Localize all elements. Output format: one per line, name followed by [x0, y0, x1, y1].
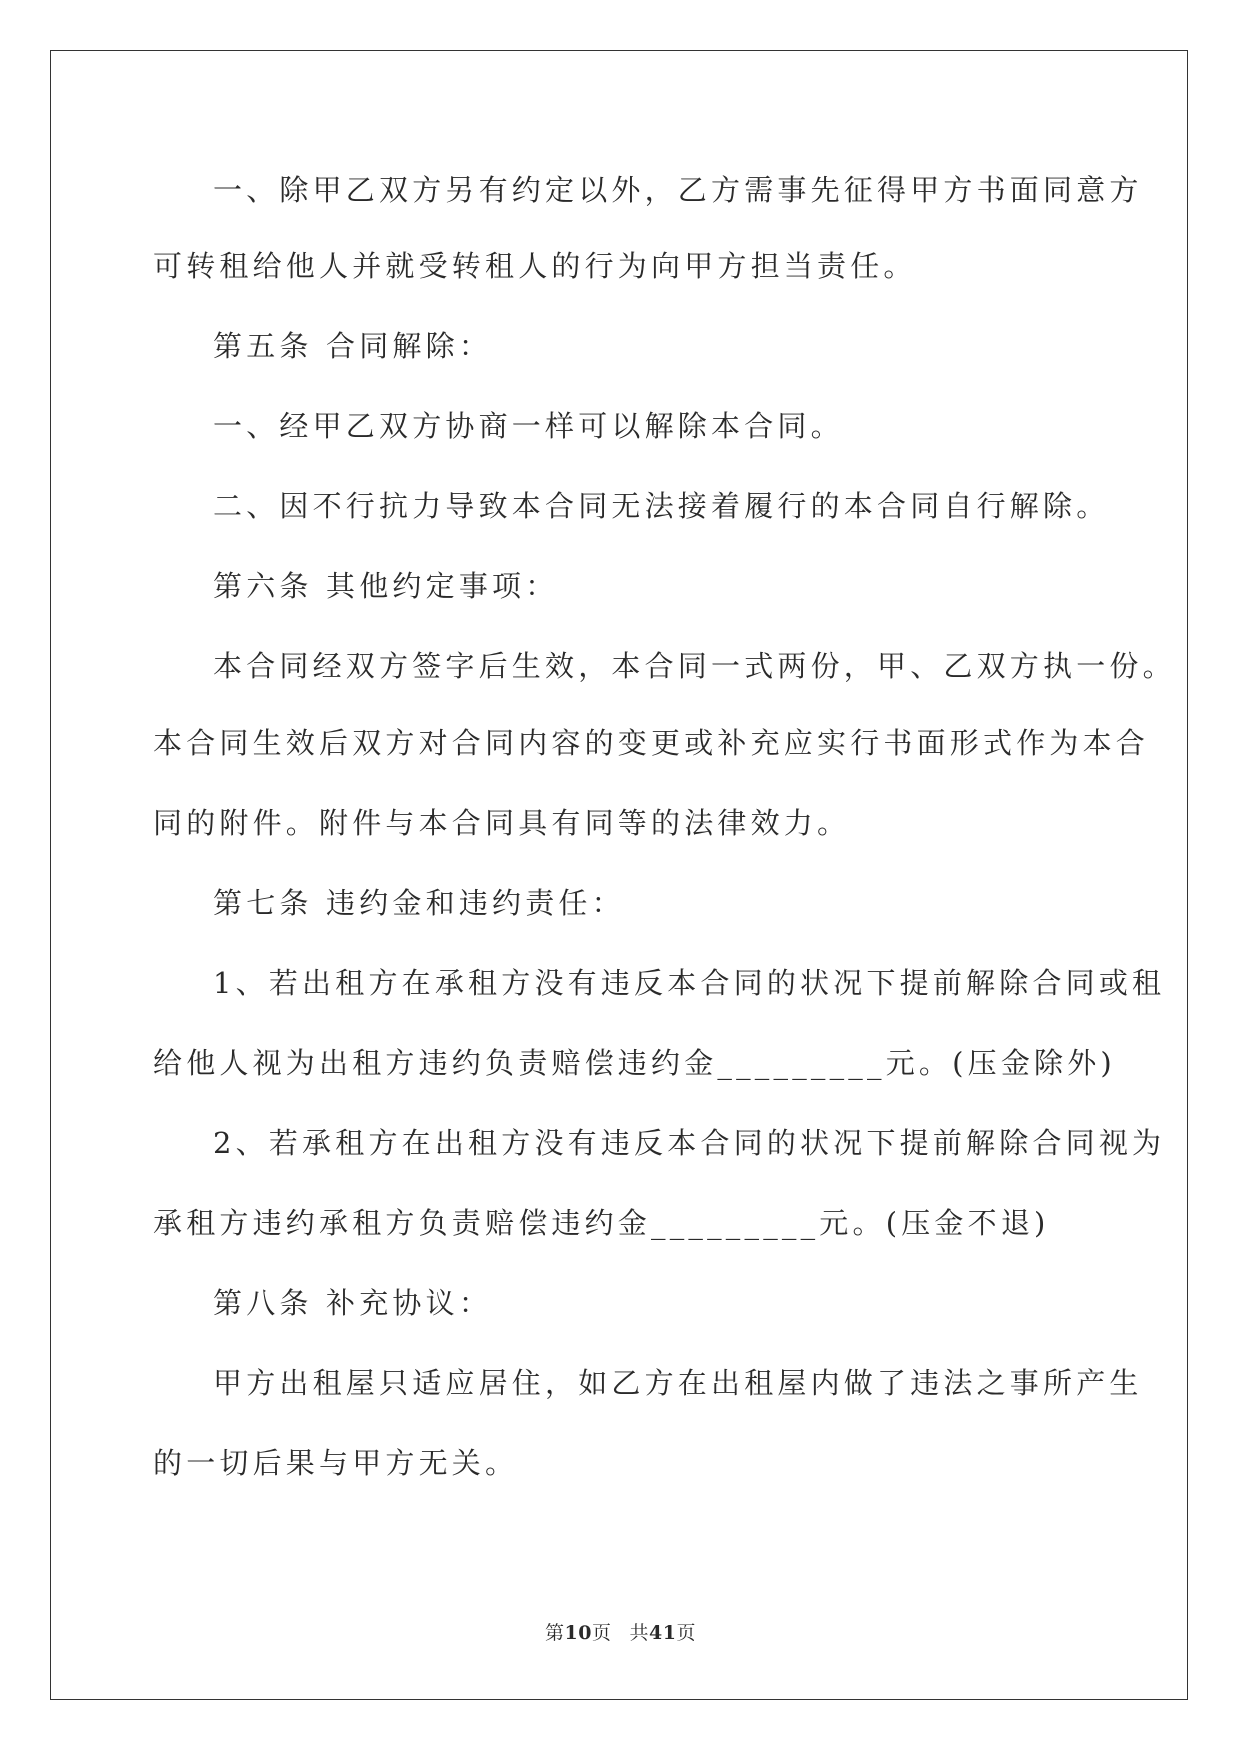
- article-8-heading: 第八条 补充协议：: [213, 1286, 493, 1320]
- article-7-heading: 第七条 违约金和违约责任：: [213, 886, 625, 920]
- article-6-heading: 第六条 其他约定事项：: [213, 569, 559, 603]
- paragraph-line: 的一切后果与甲方无关。: [153, 1446, 519, 1480]
- paragraph-line: 可转租给他人并就受转租人的行为向甲方担当责任。: [153, 249, 917, 283]
- footer-total-prefix: 共: [629, 1622, 650, 1644]
- paragraph-line: 本合同生效后双方对合同内容的变更或补充应实行书面形式作为本合: [153, 726, 1150, 760]
- paragraph-line: 一、经甲乙双方协商一样可以解除本合同。: [213, 409, 844, 443]
- page-number: 10: [564, 1622, 592, 1644]
- paragraph-line: 给他人视为出租方违约负责赔偿违约金_________元。(压金除外): [153, 1046, 1116, 1080]
- article-5-heading: 第五条 合同解除：: [213, 329, 493, 363]
- total-pages: 41: [649, 1622, 677, 1644]
- paragraph-line: 本合同经双方签字后生效，本合同一式两份，甲、乙双方执一份。: [213, 649, 1176, 683]
- paragraph-line: 一、除甲乙双方另有约定以外，乙方需事先征得甲方书面同意方: [213, 173, 1143, 207]
- page-footer: [0, 1620, 1241, 1646]
- paragraph-line: 二、因不行抗力导致本合同无法接着履行的本合同自行解除。: [213, 489, 1110, 523]
- footer-page-suffix: 页: [591, 1622, 612, 1644]
- paragraph-line: 承租方违约承租方负责赔偿违约金_________元。(压金不退): [153, 1206, 1050, 1240]
- paragraph-line: 甲方出租屋只适应居住，如乙方在出租屋内做了违法之事所产生: [213, 1366, 1143, 1400]
- paragraph-line: 1、若出租方在承租方没有违反本合同的状况下提前解除合同或租: [213, 966, 1166, 1000]
- footer-total-suffix: 页: [676, 1622, 696, 1644]
- footer-prefix: 第: [545, 1622, 565, 1644]
- paragraph-line: 同的附件。附件与本合同具有同等的法律效力。: [153, 806, 851, 840]
- paragraph-line: 2、若承租方在出租方没有违反本合同的状况下提前解除合同视为: [213, 1126, 1166, 1160]
